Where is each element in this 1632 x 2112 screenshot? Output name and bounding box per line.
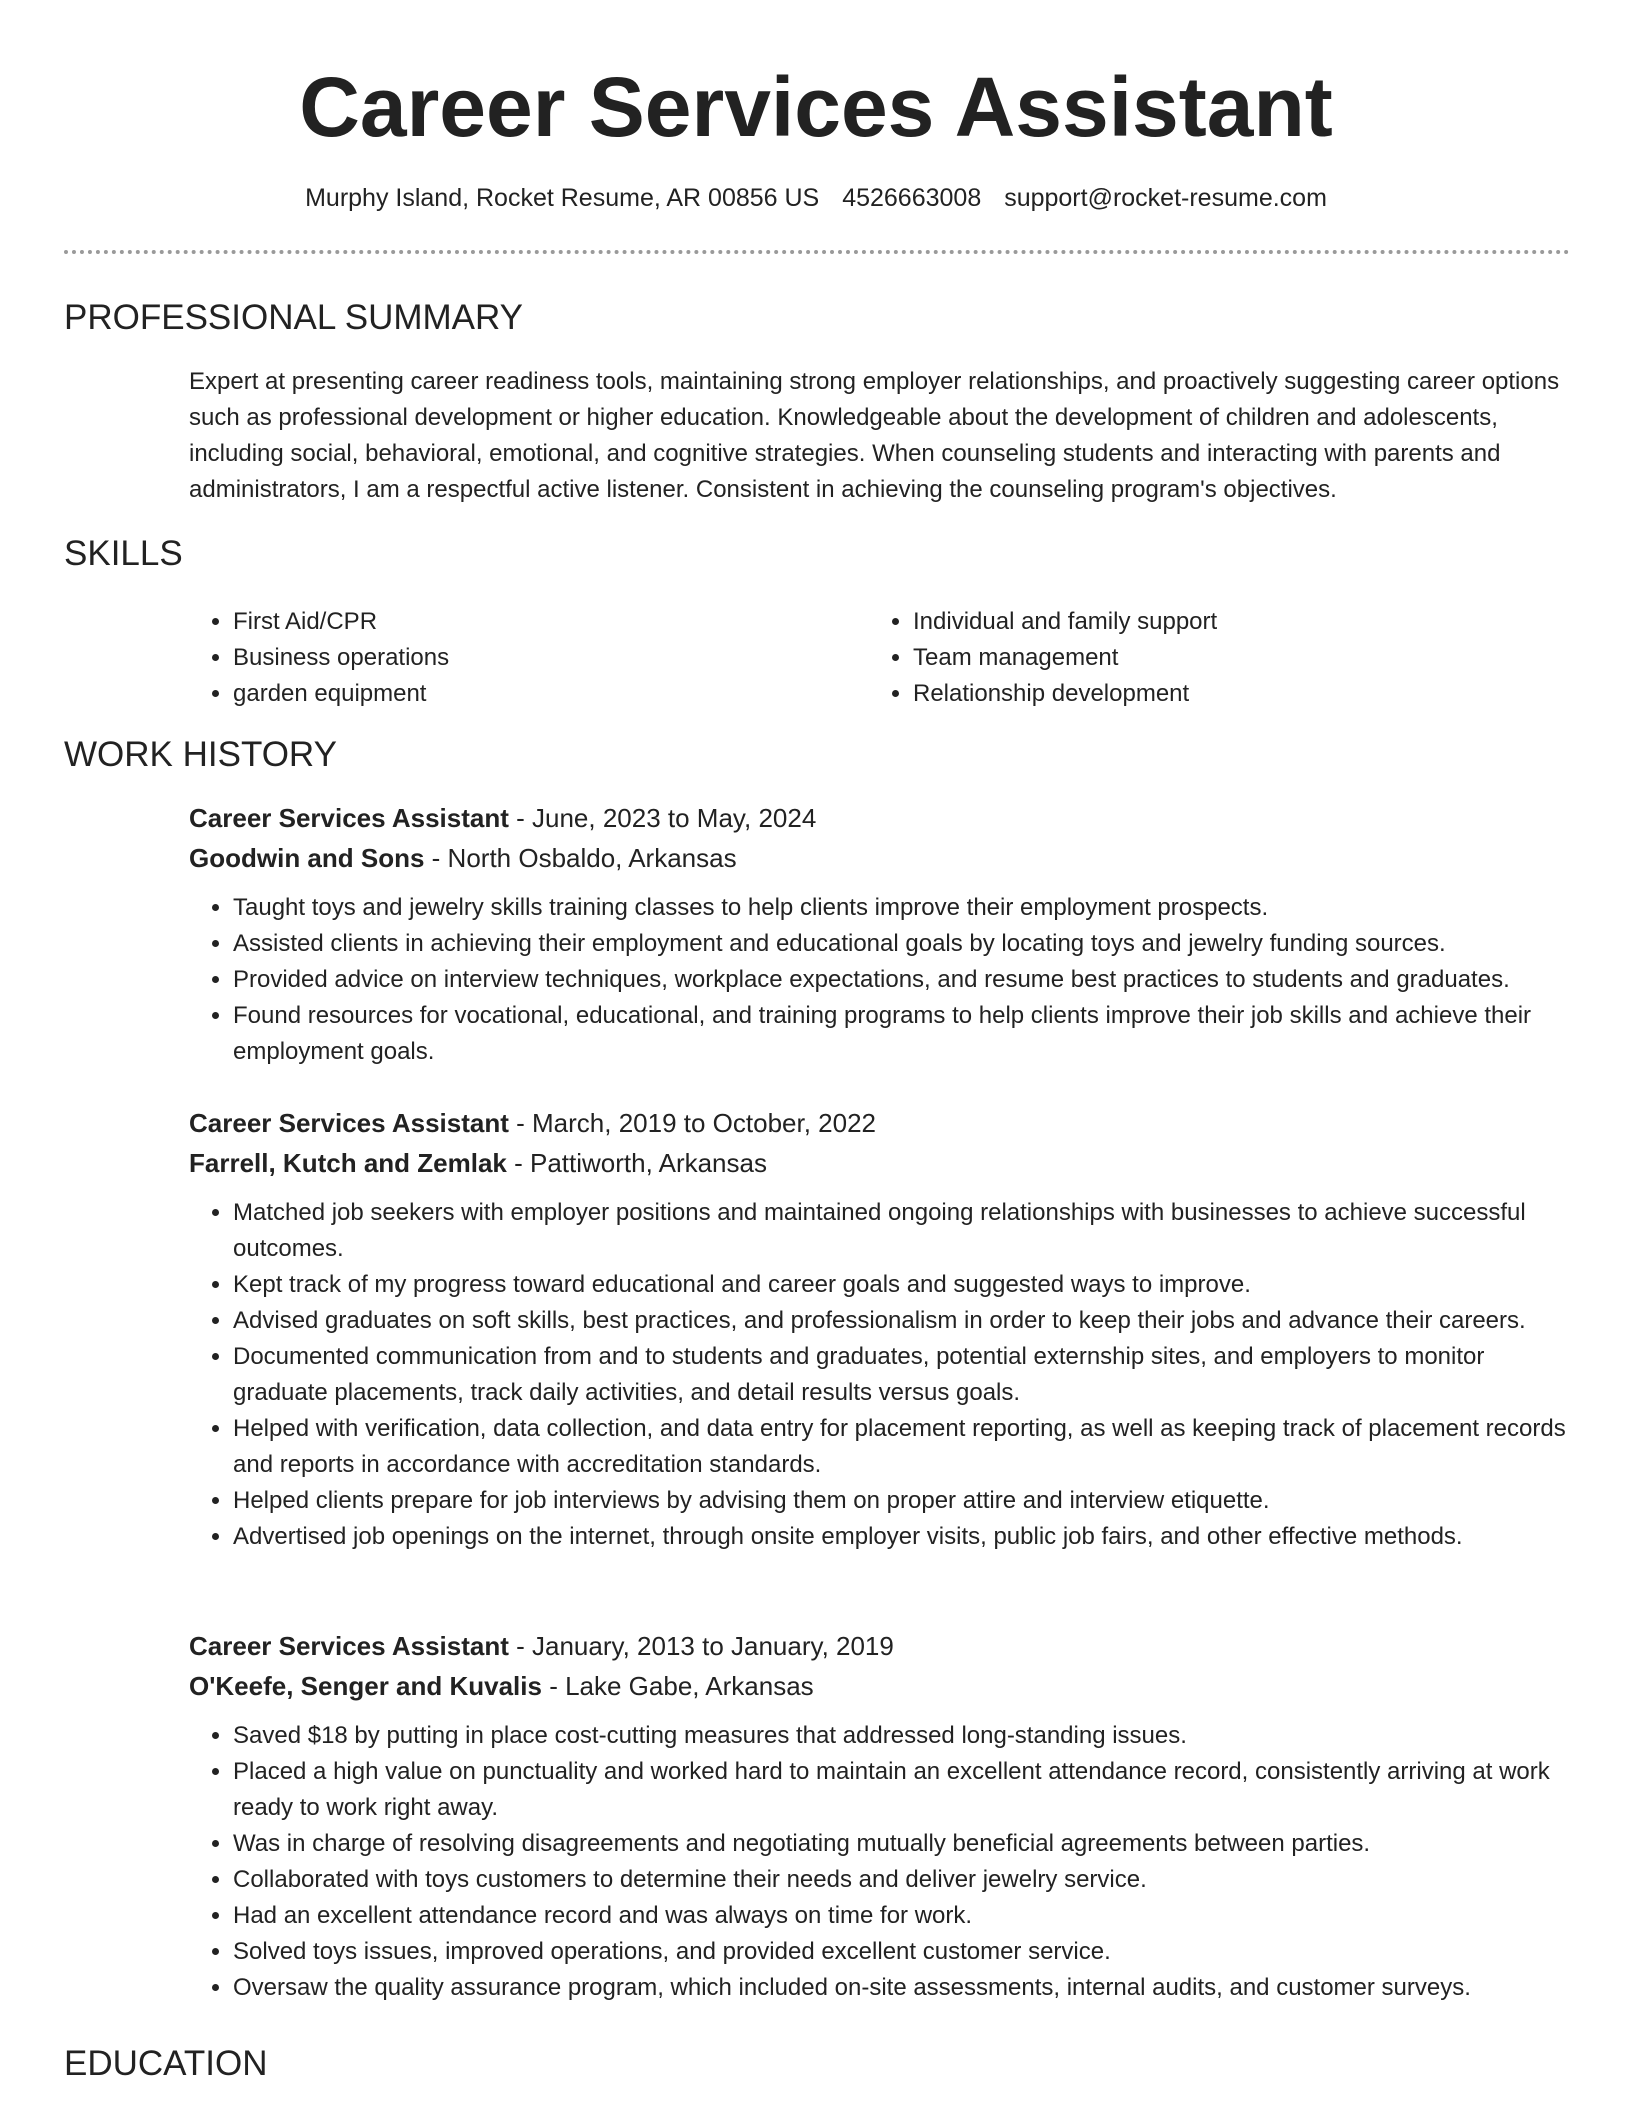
job-company: Farrell, Kutch and Zemlak	[189, 1148, 507, 1178]
job-location: - Pattiworth, Arkansas	[506, 1148, 767, 1178]
resume-name: Career Services Assistant	[299, 60, 1333, 154]
job-bullet: • Kept track of my progress toward educational and career goals and suggested ways to improve.	[233, 1267, 1579, 1303]
job-bullet: • Solved toys issues, improved operations, and provided excellent customer service.	[233, 1934, 1579, 1970]
contact-email: support@rocket-resume.com	[1004, 184, 1327, 212]
skill-item: • Individual and family support	[913, 604, 1549, 640]
header-divider	[64, 250, 1570, 254]
job-position: Career Services Assistant	[189, 1631, 509, 1661]
job-bullet: • Helped with verification, data collection, and data entry for placement reporting, as well as keeping track of placement records and reports in accordance with accreditation standards.	[233, 1411, 1579, 1483]
skill-item: • Business operations	[233, 640, 869, 676]
job-title-line	[189, 798, 1579, 838]
job-bullet: • Collaborated with toys customers to determine their needs and deliver jewelry service.	[233, 1862, 1579, 1898]
job-entry	[189, 1103, 1579, 1555]
job-company-line	[189, 838, 1579, 878]
job-bullet: • Had an excellent attendance record and was always on time for work.	[233, 1898, 1579, 1934]
contact-phone: 4526663008	[842, 184, 982, 212]
job-company: Goodwin and Sons	[189, 843, 425, 873]
job-dates: - January, 2013 to January, 2019	[508, 1631, 894, 1661]
job-dates: - March, 2019 to October, 2022	[508, 1108, 877, 1138]
summary-text: Expert at presenting career readiness tools, maintaining strong employer relationships, and proactively suggesting career options such as professional development or higher education. Knowledgeable about the development of children and adolescents, including social, behavioral, emotional, and cognitive strategies. When counseling students and interacting with parents and administrators, I am a respectful active listener. Consistent in achieving the counseling program's objectives.	[189, 368, 1560, 503]
skills-list	[189, 604, 1569, 712]
work-history-heading: WORK HISTORY	[64, 735, 337, 774]
job-bullet: • Advised graduates on soft skills, best practices, and professionalism in order to keep their jobs and advance their careers.	[233, 1303, 1579, 1339]
job-bullet: • Placed a high value on punctuality and worked hard to maintain an excellent attendance record, consistently arriving at work ready to work right away.	[233, 1754, 1579, 1826]
job-bullets	[189, 1195, 1579, 1555]
summary-heading: PROFESSIONAL SUMMARY	[64, 298, 523, 337]
job-bullets	[189, 890, 1579, 1070]
job-company-line	[189, 1143, 1579, 1183]
skills-column-right	[869, 604, 1549, 712]
job-position: Career Services Assistant	[189, 803, 509, 833]
job-location: - Lake Gabe, Arkansas	[541, 1671, 814, 1701]
contact-address: Murphy Island, Rocket Resume, AR 00856 US	[305, 184, 820, 212]
skill-item: • Team management	[913, 640, 1549, 676]
skills-heading: SKILLS	[64, 534, 183, 573]
job-bullet: • Found resources for vocational, educational, and training programs to help clients improve their job skills and achieve their employment goals.	[233, 998, 1579, 1070]
job-entry	[189, 798, 1579, 1070]
job-bullet: • Advertised job openings on the internet, through onsite employer visits, public job fairs, and other effective methods.	[233, 1519, 1579, 1555]
job-company: O'Keefe, Senger and Kuvalis	[189, 1671, 542, 1701]
skill-item: • garden equipment	[233, 676, 869, 712]
skill-item: • Relationship development	[913, 676, 1549, 712]
job-bullets	[189, 1718, 1579, 2006]
job-bullet: • Matched job seekers with employer positions and maintained ongoing relationships with businesses to achieve successful outcomes.	[233, 1195, 1579, 1267]
job-bullet: • Was in charge of resolving disagreements and negotiating mutually beneficial agreements between parties.	[233, 1826, 1579, 1862]
job-title-line	[189, 1103, 1579, 1143]
job-bullet: • Saved $18 by putting in place cost-cutting measures that addressed long-standing issues.	[233, 1718, 1579, 1754]
skill-item: • First Aid/CPR	[233, 604, 869, 640]
education-heading: EDUCATION	[64, 2044, 268, 2083]
skills-column-left	[189, 604, 869, 712]
job-location: - North Osbaldo, Arkansas	[424, 843, 737, 873]
job-company-line	[189, 1666, 1579, 1706]
job-title-line	[189, 1626, 1579, 1666]
job-bullet: • Helped clients prepare for job interviews by advising them on proper attire and interview etiquette.	[233, 1483, 1579, 1519]
job-bullet: • Documented communication from and to students and graduates, potential externship sites, and employers to monitor graduate placements, track daily activities, and detail results versus goals.	[233, 1339, 1579, 1411]
job-entry	[189, 1626, 1579, 2006]
job-bullet: • Oversaw the quality assurance program, which included on-site assessments, internal audits, and customer surveys.	[233, 1970, 1579, 2006]
contact-line	[0, 180, 1632, 216]
job-bullet: • Taught toys and jewelry skills training classes to help clients improve their employment prospects.	[233, 890, 1579, 926]
job-position: Career Services Assistant	[189, 1108, 509, 1138]
job-bullet: • Provided advice on interview techniques, workplace expectations, and resume best practices to students and graduates.	[233, 962, 1579, 998]
job-dates: - June, 2023 to May, 2024	[508, 803, 817, 833]
job-bullet: • Assisted clients in achieving their employment and educational goals by locating toys and jewelry funding sources.	[233, 926, 1579, 962]
